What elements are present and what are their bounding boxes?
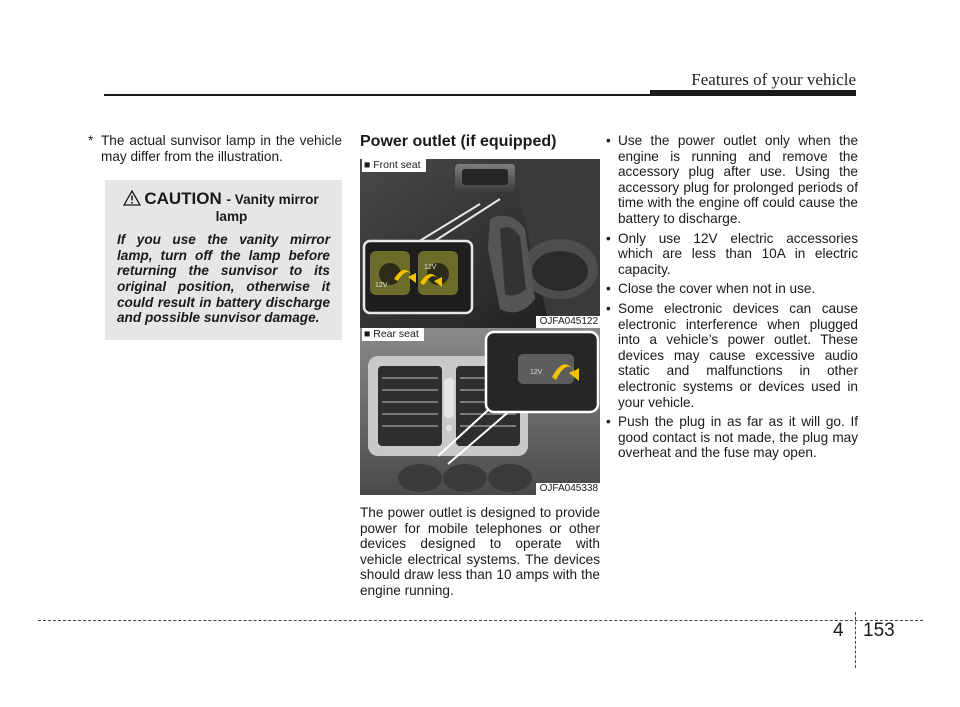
- front-seat-label: ■ Front seat: [362, 159, 426, 172]
- list-item: [602, 133, 858, 227]
- chapter-number: 4: [833, 620, 844, 641]
- bullet-glyph: •: [606, 300, 611, 316]
- footer-rule: [38, 620, 923, 621]
- header-rule-accent: [650, 90, 856, 96]
- front-photo-code: OJFA045122: [536, 316, 600, 328]
- caution-heading-row: [117, 190, 330, 209]
- bullet-glyph: •: [606, 133, 611, 148]
- note-asterisk: *: [88, 133, 94, 148]
- bullet-glyph: •: [606, 414, 611, 430]
- column-left: [88, 133, 342, 340]
- outlet-label-front-left: 12V: [375, 282, 388, 289]
- bullet-text: Use the power outlet only when the engine is running and remove the accessory plug after use. Using the accessory plug for prolonged periods of time with the engine off could cause the battery to discharge.: [618, 133, 858, 226]
- caution-subheading-line2: lamp: [215, 209, 248, 225]
- outlet-label-rear: 12V: [530, 369, 543, 376]
- footer-divider: [855, 612, 856, 668]
- front-seat-photo: [360, 159, 600, 328]
- outlet-label-front-right: 12V: [424, 264, 437, 271]
- bullet-text: Only use 12V electric accessories which are less than 10A in electric capacity.: [618, 230, 858, 277]
- caution-box: [105, 180, 342, 340]
- illustration-note: [88, 133, 342, 164]
- power-outlet-instructions: [602, 133, 858, 461]
- chapter-title: Features of your vehicle: [691, 70, 856, 89]
- rear-photo-code: OJFA045338: [536, 483, 600, 495]
- section-title: Power outlet (if equipped): [360, 133, 557, 150]
- list-item: [602, 414, 858, 461]
- power-outlet-description: The power outlet is designed to provide power for mobile telephones or other devices designed to operate with vehicle electrical systems. The devices should draw less than 10 amps with the engine running.: [360, 505, 600, 598]
- bullet-text: Close the cover when not in use.: [618, 281, 816, 297]
- bullet-glyph: •: [606, 230, 611, 246]
- list-item: [602, 301, 858, 410]
- list-item: [602, 231, 858, 278]
- caution-subheading: - Vanity mirror: [226, 192, 319, 208]
- caution-heading: CAUTION: [144, 189, 222, 209]
- page-number: 153: [863, 620, 895, 641]
- list-item: [602, 281, 858, 297]
- warning-triangle-icon: [123, 190, 141, 206]
- caution-body: If you use the vanity mirror lamp, turn off the lamp before returning the sunvisor to its original position, otherwise it could result in battery discharge and possible sunvisor damage.: [117, 232, 330, 326]
- front-console-illustration: [360, 159, 600, 328]
- rear-console-illustration: [360, 328, 600, 495]
- rear-seat-photo: [360, 328, 600, 495]
- bullet-text: Push the plug in as far as it will go. If good contact is not made, the plug may overheat and the fuse may open.: [618, 414, 858, 461]
- column-right: [602, 133, 858, 465]
- note-text: The actual sunvisor lamp in the vehicle may differ from the illustration.: [101, 133, 342, 164]
- column-middle: [360, 133, 600, 599]
- bullet-text: Some electronic devices can cause electronic interference when plugged into a vehicle’s power outlet. These devices may cause excessive audio static and malfunctions in other electronic systems or devices used in your vehicle.: [618, 300, 858, 410]
- rear-seat-label: ■ Rear seat: [362, 328, 424, 341]
- bullet-glyph: •: [606, 281, 611, 297]
